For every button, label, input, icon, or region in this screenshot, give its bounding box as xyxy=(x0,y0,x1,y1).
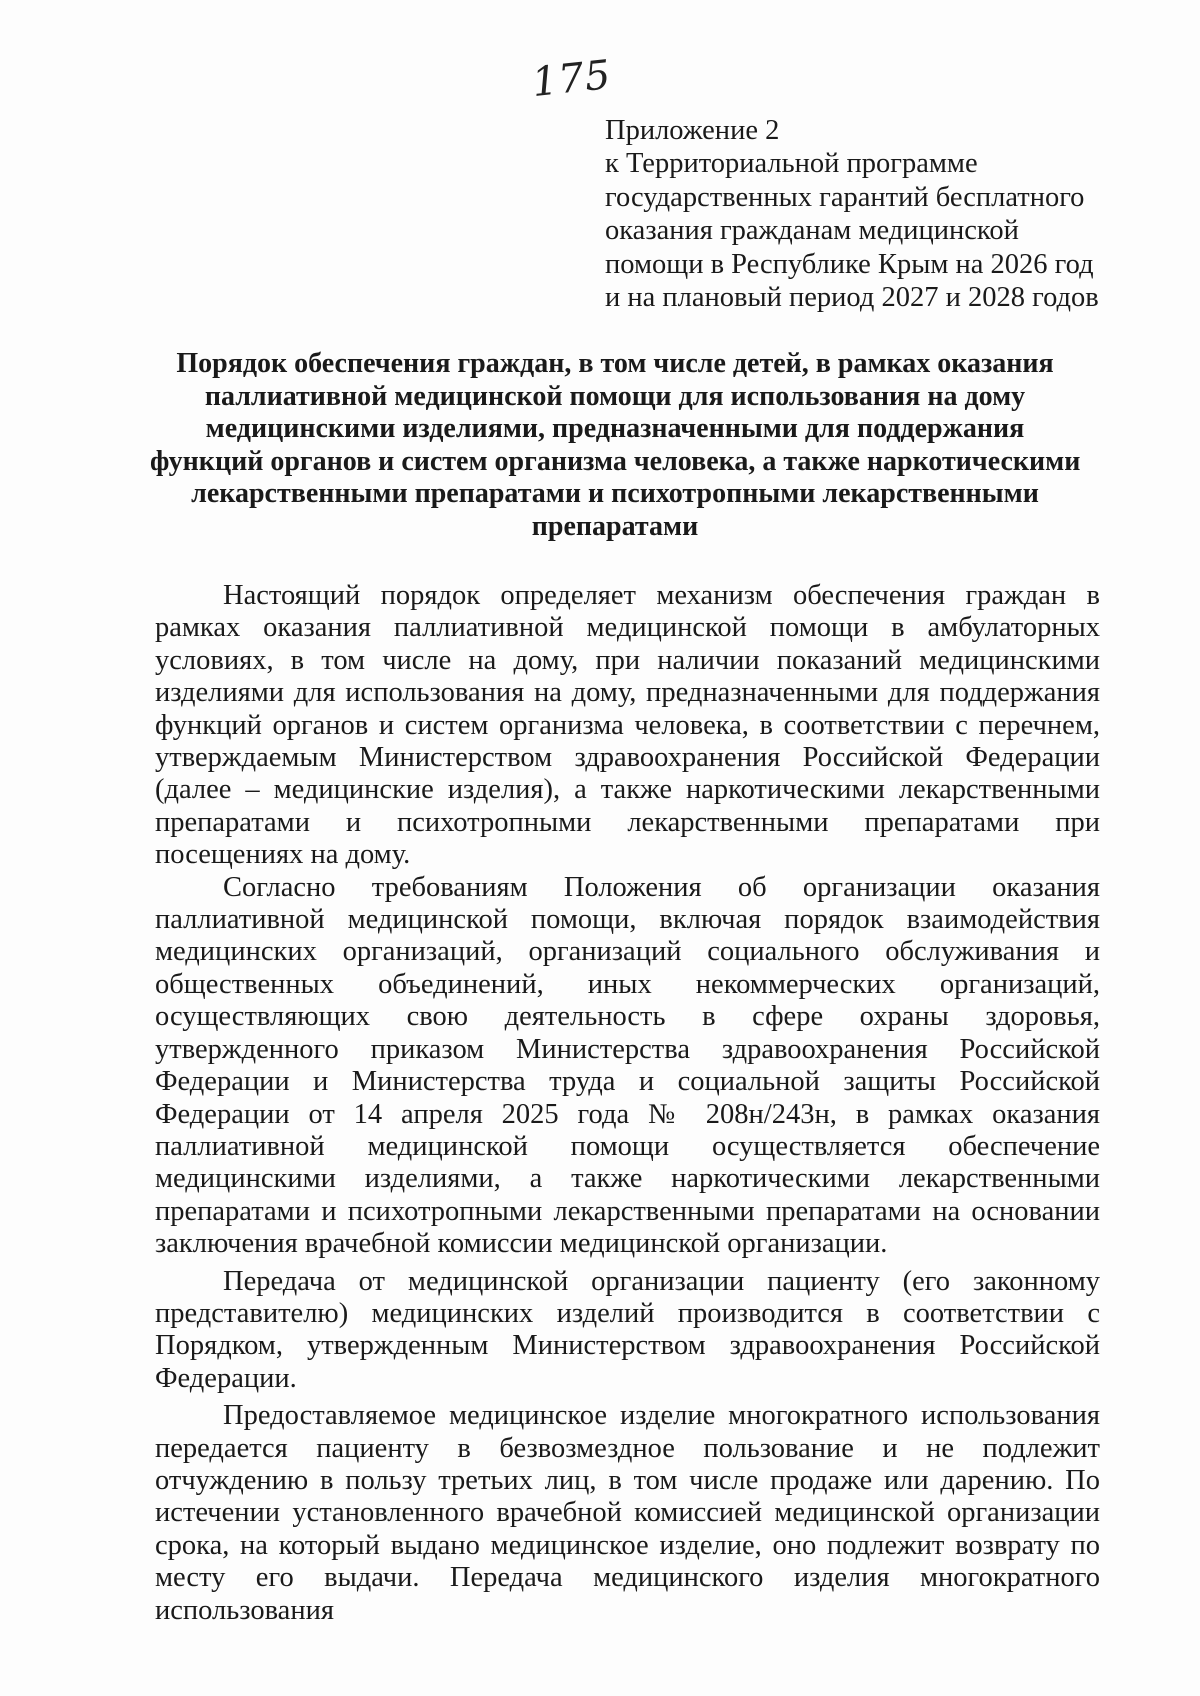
appendix-line: и на плановый период 2027 и 2028 годов xyxy=(605,282,1099,314)
appendix-header xyxy=(605,114,1125,314)
appendix-line: Приложение 2 xyxy=(605,115,780,146)
handwritten-page-number: 175 xyxy=(529,51,614,107)
appendix-line: государственных гарантий бесплатного xyxy=(605,181,1085,213)
paragraph: Предоставляемое медицинское изделие многократного использования передается пациенту в безвозмездное пользование и не подлежит отчуждению в пользу третьих лиц, в том числе продаже или дарению. По истечении установленного врачебной комиссией медицинской организации срока, на который выдано медицинское изделие, оно подлежит возврату по месту его выдачи. Передача медицинского изделия многократного использования xyxy=(155,1400,1100,1626)
title-line: Порядок обеспечения граждан, в том числе детей, в рамках оказания xyxy=(176,348,1054,379)
document-title xyxy=(150,348,1080,544)
title-line: лекарственными препаратами и психотропными лекарственными xyxy=(191,478,1039,510)
paragraph: Настоящий порядок определяет механизм обеспечения граждан в рамках оказания паллиативной медицинской помощи в амбулаторных условиях, в том числе на дому, при наличии показаний медицинскими изделиями для использования на дому, предназначенными для поддержания функций органов и систем организма человека, в соответствии с перечнем, утверждаемым Министерством здравоохранения Российской Федерации (далее – медицинские изделия), а также наркотическими лекарственными препаратами и психотропными лекарственными препаратами при посещениях на дому. xyxy=(155,580,1100,871)
appendix-line: оказания гражданам медицинской xyxy=(605,215,1019,247)
title-line: медицинскими изделиями, предназначенными для поддержания xyxy=(205,413,1025,445)
appendix-line: к Территориальной программе xyxy=(605,148,978,180)
title-line: функций органов и систем организма человека, а также наркотическими xyxy=(150,445,1081,477)
paragraph: Передача от медицинской организации пациенту (его законному представителю) медицинских изделий производится в соответствии с Порядком, утвержденным Министерством здравоохранения Российской Федерации. xyxy=(155,1265,1100,1394)
appendix-line: помощи в Республике Крым на 2026 год xyxy=(605,248,1094,280)
title-line: препаратами xyxy=(531,510,699,542)
paragraph: Согласно требованиям Положения об организации оказания паллиативной медицинской помощи, включая порядок взаимодействия медицинских организаций, организаций социального обслуживания и общественных объединений, иных некоммерческих организаций, осуществляющих свою деятельность в сфере охраны здоровья, утвержденного приказом Министерства здравоохранения Российской Федерации и Министерства труда и социальной защиты Российской Федерации от 14 апреля 2025 года № 208н/243н, в рамках оказания паллиативной медицинской помощи осуществляется обеспечение медицинскими изделиями, а также наркотическими лекарственными препаратами и психотропными лекарственными препаратами на основании заключения врачебной комиссии медицинской организации. xyxy=(155,871,1100,1260)
title-line: паллиативной медицинской помощи для использования на дому xyxy=(204,380,1026,412)
document-body xyxy=(155,580,1100,1627)
